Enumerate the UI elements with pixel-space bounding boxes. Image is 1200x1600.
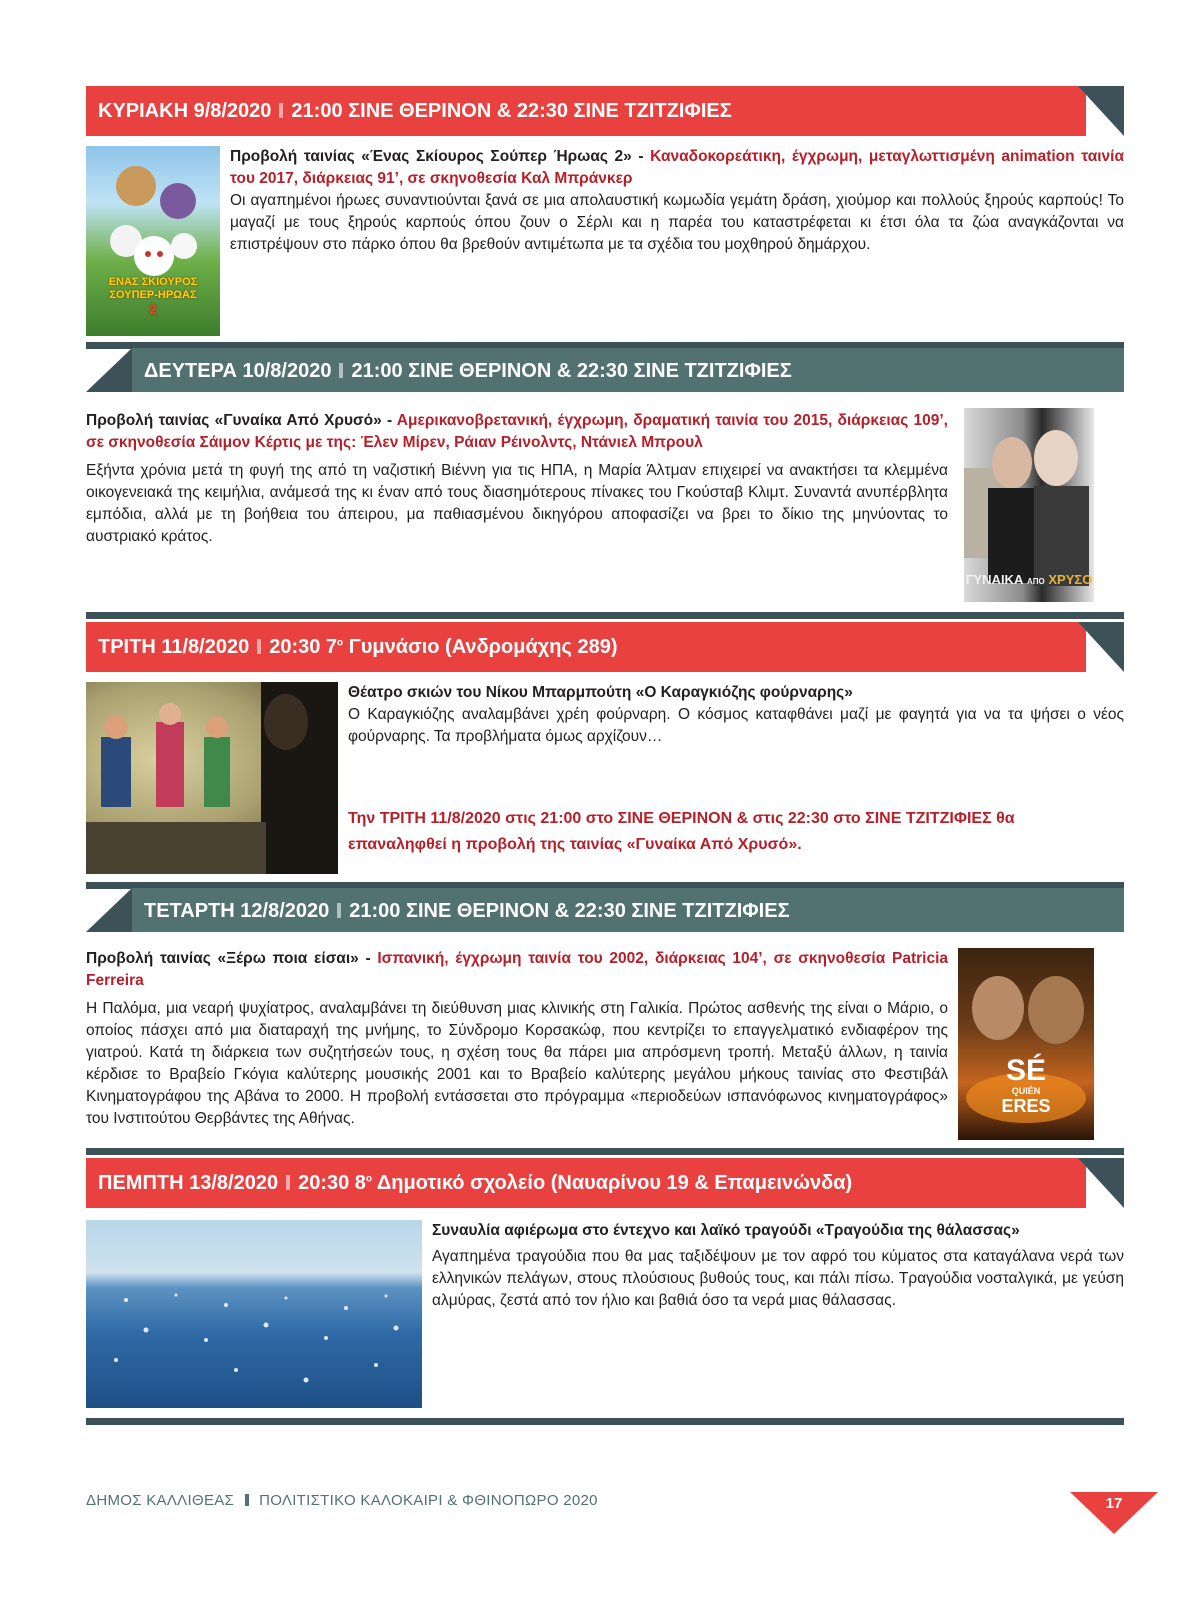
event-time: 21:00 ΣΙΝΕ ΘΕΡΙΝΟΝ & 22:30 ΣΙΝΕ ΤΖΙΤΖΙΦΙΕΣ (351, 360, 792, 382)
sea-photo (86, 1220, 422, 1408)
event-description (86, 410, 948, 548)
event-header (86, 622, 1124, 672)
divider (86, 1148, 1124, 1155)
event-time: 21:00 ΣΙΝΕ ΘΕΡΙΝΟΝ & 22:30 ΣΙΝΕ ΤΖΙΤΖΙΦΙΕΣ (349, 900, 790, 922)
event-body: Η Παλόμα, μια νεαρή ψυχίατρος, αναλαμβάνει τη διεύθυνση μιας κλινικής στη Γαλικία. Πρώτος ασθενής της είναι ο Μάριο, ο οποίος πάσχει από μια διαταραχή της μνήμης, το Σύνδρομο Κορσακώφ, που κεντρίζει το επαγγελματικό ενδιαφέρον της γιατρού. Κατά τη διάρκεια των συζητήσεών τους, η σχέση τους θα πάρει μια απρόσμενη τροπή. Μεταξύ άλλων, η ταινία κέρδισε το Βραβείο Γκόγια καλύτερης μουσικής 2001 και το Βραβείο καλύτερης μεγάλου μήκους ταινίας στο Φεστιβάλ Κινηματογράφου της Αβάνα το 2000. Η προβολή εντάσσεται στο πρόγραμμα «περιοδεύων ισπανόφωνος κινηματογράφος» του Ινστιτούτου Θερβάντες της Αθήνας. (86, 1000, 948, 1127)
ordinal-suffix: ο (337, 637, 344, 649)
page-footer (86, 1492, 598, 1509)
event-venue: Γυμνάσιο (Ανδρομάχης 289) (343, 636, 618, 658)
poster-title-line: ΧΡΥΣΟ (1048, 572, 1093, 587)
event-sunday (86, 86, 1124, 342)
event-wednesday (86, 882, 1124, 1148)
event-header (86, 86, 1124, 136)
event-day: ΠΕΜΠΤΗ 13/8/2020 (98, 1172, 279, 1194)
event-monday (86, 342, 1124, 612)
event-body: Εξήντα χρόνια μετά τη φυγή της από τη ναζιστική Βιέννη για τις ΗΠΑ, η Μαρία Άλτμαν επιχειρεί να ανακτήσει τα κλεμμένα οικογενειακά της κειμήλια, ανάμεσά της κι έναν από τους διασημότερους πίνακες του Γκούσταβ Κλιμτ. Συναντά ανυπέρβλητα εμπόδια, αλλά με τη βοήθεια του άπειρου, μα παθιασμένου δικηγόρου αποφασίζει να βρει το δίκιο της μηνύοντας το αυστριακό κράτος. (86, 462, 948, 545)
page-number: 17 (1105, 1495, 1123, 1512)
footer-publication: ΠΟΛΙΤΙΣΤΙΚΟ ΚΑΛΟΚΑΙΡΙ & ΦΘΙΝΟΠΩΡΟ 2020 (259, 1492, 598, 1509)
event-title: Θέατρο σκιών του Νίκου Μπαρμπούτη «Ο Καραγκιόζης φούρναρης» (348, 684, 853, 701)
event-description (230, 146, 1124, 256)
event-header (86, 342, 1124, 392)
event-description (432, 1220, 1124, 1312)
event-title: Προβολή ταινίας «Γυναίκα Από Χρυσό» - Αμερικανοβρετανική, έγχρωμη, δραματική ταινία του 2015, διάρκειας 109’, σε σκηνοθεσία Σάιμον Κέρτις με της: Έλεν Μίρεν, Ράιαν Ρέινολντς, Ντάνιελ Μπρουλ (86, 412, 948, 451)
event-title: Προβολή ταινίας «Ξέρω ποια είσαι» - Ισπανική, έγχρωμη ταινία του 2002, διάρκειας 104’, σε σκηνοθεσία Patricia Ferreira (86, 950, 948, 989)
poster-title-line: ΓΥΝΑΙΚΑ (965, 572, 1024, 587)
event-header (86, 882, 1124, 932)
event-description (348, 682, 1124, 748)
divider (86, 612, 1124, 619)
poster-title-line: ΣΟΥΠΕΡ-ΗΡΩΑΣ (109, 289, 197, 301)
event-body: Ο Καραγκιόζης αναλαμβάνει χρέη φούρναρη. Ο κόσμος καταφθάνει μαζί με φαγητά για να τα ψήσει ο νέος φούρναρης. Τα προβλήματα όμως αρχίζουν… (348, 706, 1124, 745)
event-thursday (86, 1148, 1124, 1438)
event-venue: Δημοτικό σχολείο (Ναυαρίνου 19 & Επαμεινώνδα) (372, 1172, 853, 1194)
ordinal-suffix: ο (365, 1173, 373, 1185)
event-body: Οι αγαπημένοι ήρωες συναντιούνται ξανά σε μια απολαυστική κωμωδία γεμάτη δράση, χιούμορ και πολλούς ξηρούς καρπούς! Το μαγαζί με τους ξηρούς καρπούς όπου ζουν ο Σέρλι και η παρέα του καταστρέφεται κι έτσι όλα τα ζώα αναγκάζονται να επιστρέψουν στο πάρκο όπου θα βρεθούν αντιμέτωπα με τα σχέδια του μοχθηρού δημάρχου. (230, 192, 1124, 253)
event-body: Αγαπημένα τραγούδια που θα μας ταξιδέψουν με τον αφρό του κύματος στα καταγάλανα νερά των ελληνικών πελάγων, στους πλούσιους βυθούς τους, και πάλι πίσω. Τραγούδια νοσταλγικά, με γεύση αλμύρας, ζεστά από τον ήλιο και βαθιά όσο τα νερά μιας θάλασσας. (432, 1248, 1124, 1309)
divider (86, 1418, 1124, 1425)
poster-title-line: QUIÉN (1011, 1086, 1041, 1096)
movie-poster (86, 146, 220, 336)
event-day: ΔΕΥΤΕΡΑ 10/8/2020 (144, 360, 332, 382)
footer-municipality: ΔΗΜΟΣ ΚΑΛΛΙΘΕΑΣ (86, 1492, 235, 1509)
event-time: 21:00 ΣΙΝΕ ΘΕΡΙΝΟΝ & 22:30 ΣΙΝΕ ΤΖΙΤΖΙΦΙΕΣ (291, 100, 732, 122)
event-description (86, 948, 948, 1130)
event-title: Συναυλία αφιέρωμα στο έντεχνο και λαϊκό τραγούδι «Τραγούδια της θάλασσας» (432, 1222, 1020, 1239)
poster-title-line: SÉ (1005, 1054, 1047, 1087)
movie-poster (958, 948, 1094, 1140)
event-tuesday (86, 612, 1124, 882)
event-day: ΤΡΙΤΗ 11/8/2020 (98, 636, 250, 658)
event-time: 20:30 8 (298, 1172, 366, 1194)
poster-title-line: ΑΠΟ (1026, 577, 1045, 586)
event-time: 20:30 7 (269, 636, 338, 658)
event-day: ΚΥΡΙΑΚΗ 9/8/2020 (98, 100, 272, 122)
event-day: ΤΕΤΑΡΤΗ 12/8/2020 (144, 900, 330, 922)
poster-title-line: ERES (1001, 1096, 1051, 1116)
movie-poster (964, 408, 1094, 602)
poster-title-line: ΕΝΑΣ ΣΚΙΟΥΡΟΣ (108, 276, 198, 288)
poster-title-number: 2 (149, 301, 157, 317)
event-title: Προβολή ταινίας «Ένας Σκίουρος Σούπερ Ήρωας 2» - Καναδοκορεάτικη, έγχρωμη, μεταγλωττισμένη animation ταινία του 2017, διάρκειας 91’, σε σκηνοθεσία Καλ Μπράνκερ (230, 148, 1124, 187)
event-header (86, 1158, 1124, 1208)
repeat-screening-note: Την ΤΡΙΤΗ 11/8/2020 στις 21:00 στο ΣΙΝΕ ΘΕΡΙΝΟΝ & στις 22:30 στο ΣΙΝΕ ΤΖΙΤΖΙΦΙΕΣ θα επαναληφθεί η προβολή της ταινίας «Γυναίκα Από Χρυσό». (348, 810, 1015, 853)
shadow-theatre-photo (86, 682, 338, 874)
